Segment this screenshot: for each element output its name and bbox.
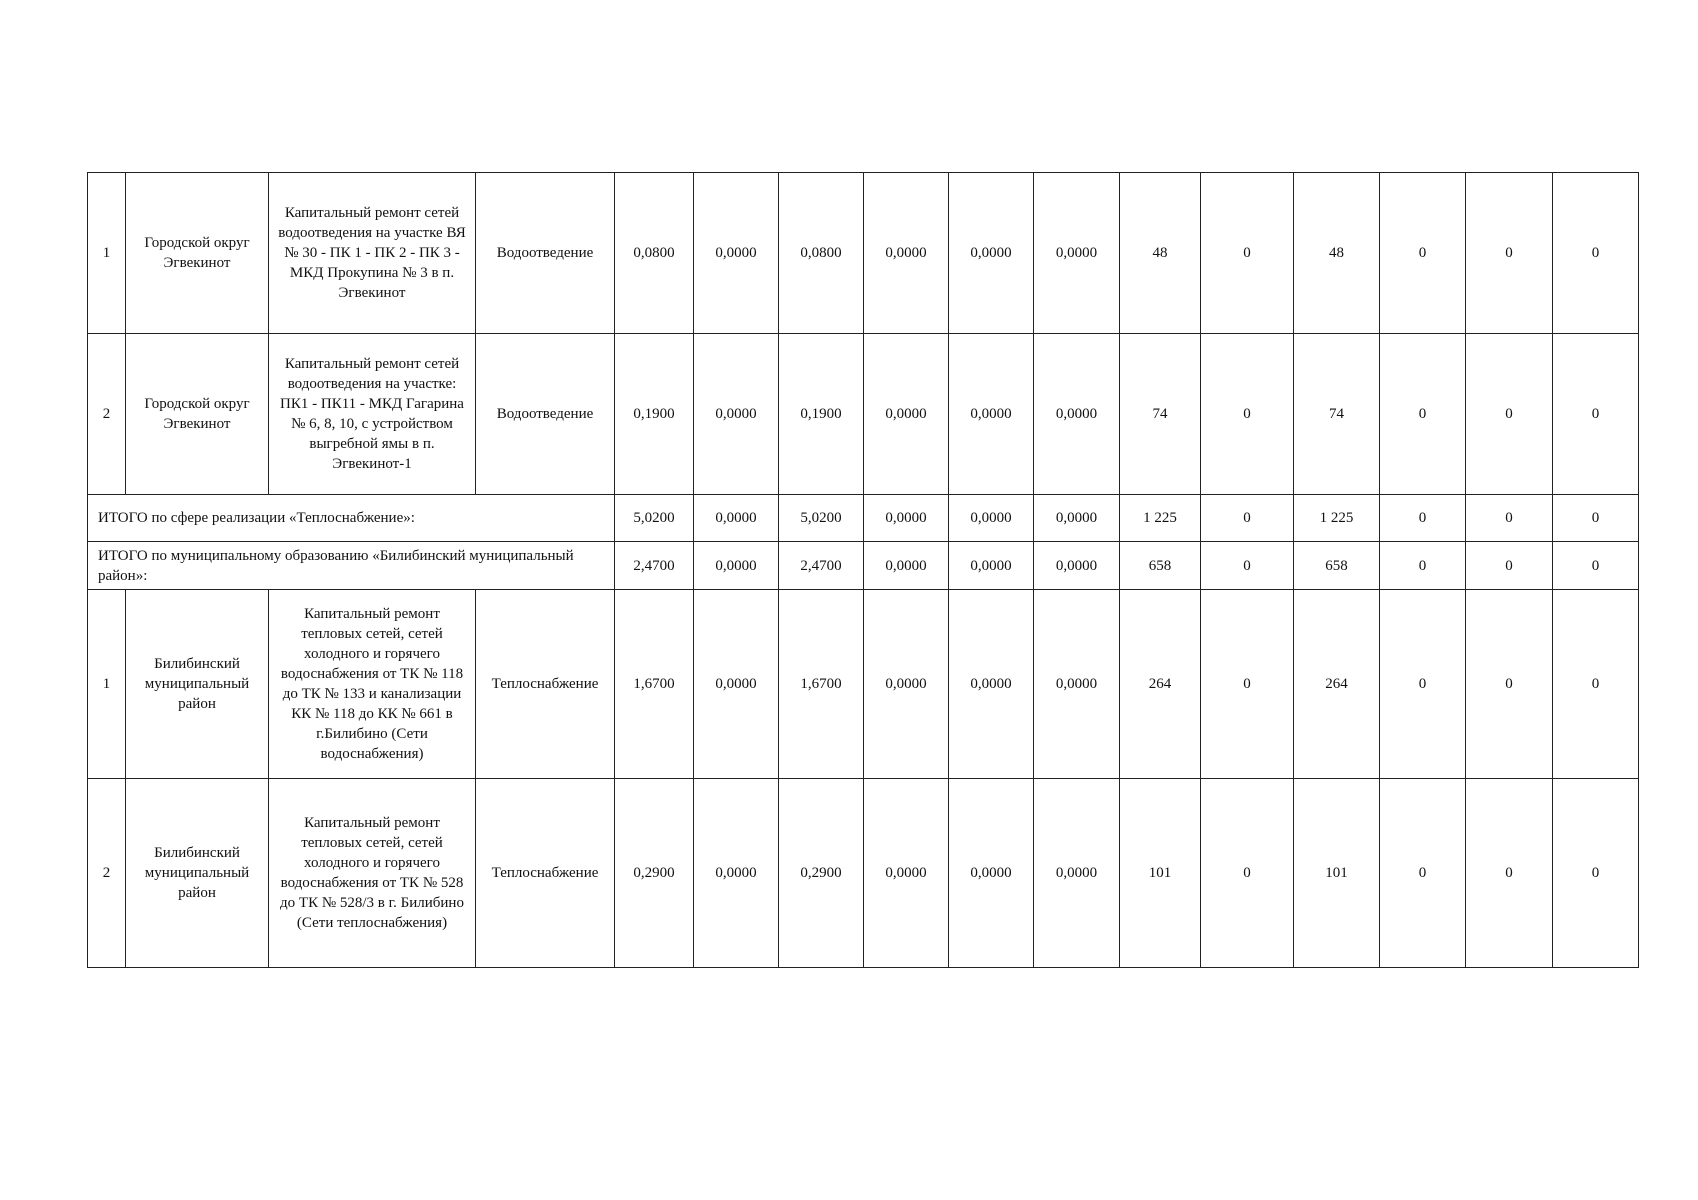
total-label: ИТОГО по муниципальному образованию «Билибинский муниципальный район»: <box>88 542 615 590</box>
value-cell: 0,0000 <box>694 334 779 495</box>
description-cell: Капитальный ремонт сетей водоотведения на участке: ПК1 - ПК11 - МКД Гагарина № 6, 8, 10, с устройством выгребной ямы в п. Эгвекинот-1 <box>269 334 476 495</box>
value-cell: 0 <box>1466 495 1553 542</box>
row-number: 1 <box>88 590 126 779</box>
value-cell: 0,0000 <box>864 590 949 779</box>
value-cell: 0,2900 <box>615 779 694 968</box>
sphere-cell: Водоотведение <box>476 334 615 495</box>
value-cell: 0 <box>1553 173 1639 334</box>
value-cell: 0,0800 <box>779 173 864 334</box>
value-cell: 48 <box>1294 173 1380 334</box>
value-cell: 0,0000 <box>694 495 779 542</box>
value-cell: 0 <box>1201 334 1294 495</box>
value-cell: 0,0000 <box>1034 590 1120 779</box>
value-cell: 0,0000 <box>1034 173 1120 334</box>
description-cell: Капитальный ремонт сетей водоотведения на участке ВЯ № 30 - ПК 1 - ПК 2 - ПК 3 - МКД Прокупина № 3 в п. Эгвекинот <box>269 173 476 334</box>
value-cell: 1 225 <box>1120 495 1201 542</box>
value-cell: 0 <box>1553 590 1639 779</box>
value-cell: 0,0000 <box>694 779 779 968</box>
row-number: 2 <box>88 334 126 495</box>
table-row <box>88 779 1639 968</box>
value-cell: 101 <box>1120 779 1201 968</box>
value-cell: 264 <box>1294 590 1380 779</box>
value-cell: 0 <box>1466 590 1553 779</box>
value-cell: 0,0000 <box>864 542 949 590</box>
value-cell: 0 <box>1380 334 1466 495</box>
program-table <box>87 172 1639 968</box>
value-cell: 5,0200 <box>615 495 694 542</box>
value-cell: 5,0200 <box>779 495 864 542</box>
sphere-cell: Теплоснабжение <box>476 590 615 779</box>
value-cell: 0 <box>1553 542 1639 590</box>
value-cell: 0 <box>1466 334 1553 495</box>
value-cell: 0,0000 <box>864 495 949 542</box>
table-row <box>88 173 1639 334</box>
value-cell: 0 <box>1201 542 1294 590</box>
value-cell: 74 <box>1120 334 1201 495</box>
value-cell: 0,0000 <box>949 334 1034 495</box>
value-cell: 48 <box>1120 173 1201 334</box>
value-cell: 0,2900 <box>779 779 864 968</box>
value-cell: 0,0000 <box>1034 334 1120 495</box>
total-label: ИТОГО по сфере реализации «Теплоснабжение»: <box>88 495 615 542</box>
value-cell: 658 <box>1120 542 1201 590</box>
municipality-cell: Билибинский муниципальный район <box>126 590 269 779</box>
table-row <box>88 334 1639 495</box>
value-cell: 0,0000 <box>949 590 1034 779</box>
total-row <box>88 542 1639 590</box>
value-cell: 0 <box>1553 495 1639 542</box>
value-cell: 0,1900 <box>779 334 864 495</box>
value-cell: 0,0000 <box>1034 779 1120 968</box>
municipality-cell: Городской округ Эгвекинот <box>126 334 269 495</box>
value-cell: 74 <box>1294 334 1380 495</box>
value-cell: 0 <box>1466 542 1553 590</box>
value-cell: 0 <box>1380 495 1466 542</box>
value-cell: 0,0000 <box>864 779 949 968</box>
value-cell: 0 <box>1380 590 1466 779</box>
value-cell: 658 <box>1294 542 1380 590</box>
value-cell: 0,0000 <box>949 542 1034 590</box>
value-cell: 0 <box>1201 779 1294 968</box>
municipality-cell: Билибинский муниципальный район <box>126 779 269 968</box>
table-row <box>88 590 1639 779</box>
value-cell: 0,0000 <box>694 590 779 779</box>
value-cell: 0,1900 <box>615 334 694 495</box>
value-cell: 0 <box>1553 779 1639 968</box>
value-cell: 0,0000 <box>949 779 1034 968</box>
value-cell: 0 <box>1466 173 1553 334</box>
description-cell: Капитальный ремонт тепловых сетей, сетей холодного и горячего водоснабжения от ТК № 528 до ТК № 528/3 в г. Билибино (Сети теплоснабжения) <box>269 779 476 968</box>
value-cell: 0,0000 <box>949 173 1034 334</box>
description-cell: Капитальный ремонт тепловых сетей, сетей холодного и горячего водоснабжения от ТК № 118 до ТК № 133 и канализации КК № 118 до КК № 661 в г.Билибино (Сети водоснабжения) <box>269 590 476 779</box>
value-cell: 1 225 <box>1294 495 1380 542</box>
value-cell: 0,0000 <box>864 334 949 495</box>
value-cell: 264 <box>1120 590 1201 779</box>
value-cell: 0 <box>1201 173 1294 334</box>
value-cell: 2,4700 <box>779 542 864 590</box>
value-cell: 1,6700 <box>615 590 694 779</box>
value-cell: 0,0800 <box>615 173 694 334</box>
value-cell: 0 <box>1466 779 1553 968</box>
value-cell: 0,0000 <box>694 173 779 334</box>
total-row <box>88 495 1639 542</box>
value-cell: 0 <box>1380 173 1466 334</box>
value-cell: 0 <box>1380 542 1466 590</box>
value-cell: 0 <box>1201 495 1294 542</box>
sphere-cell: Водоотведение <box>476 173 615 334</box>
value-cell: 2,4700 <box>615 542 694 590</box>
value-cell: 0 <box>1201 590 1294 779</box>
value-cell: 101 <box>1294 779 1380 968</box>
value-cell: 0 <box>1553 334 1639 495</box>
value-cell: 0,0000 <box>1034 495 1120 542</box>
value-cell: 0,0000 <box>949 495 1034 542</box>
municipality-cell: Городской округ Эгвекинот <box>126 173 269 334</box>
value-cell: 0,0000 <box>1034 542 1120 590</box>
value-cell: 0 <box>1380 779 1466 968</box>
value-cell: 0,0000 <box>864 173 949 334</box>
row-number: 2 <box>88 779 126 968</box>
row-number: 1 <box>88 173 126 334</box>
value-cell: 0,0000 <box>694 542 779 590</box>
sphere-cell: Теплоснабжение <box>476 779 615 968</box>
value-cell: 1,6700 <box>779 590 864 779</box>
